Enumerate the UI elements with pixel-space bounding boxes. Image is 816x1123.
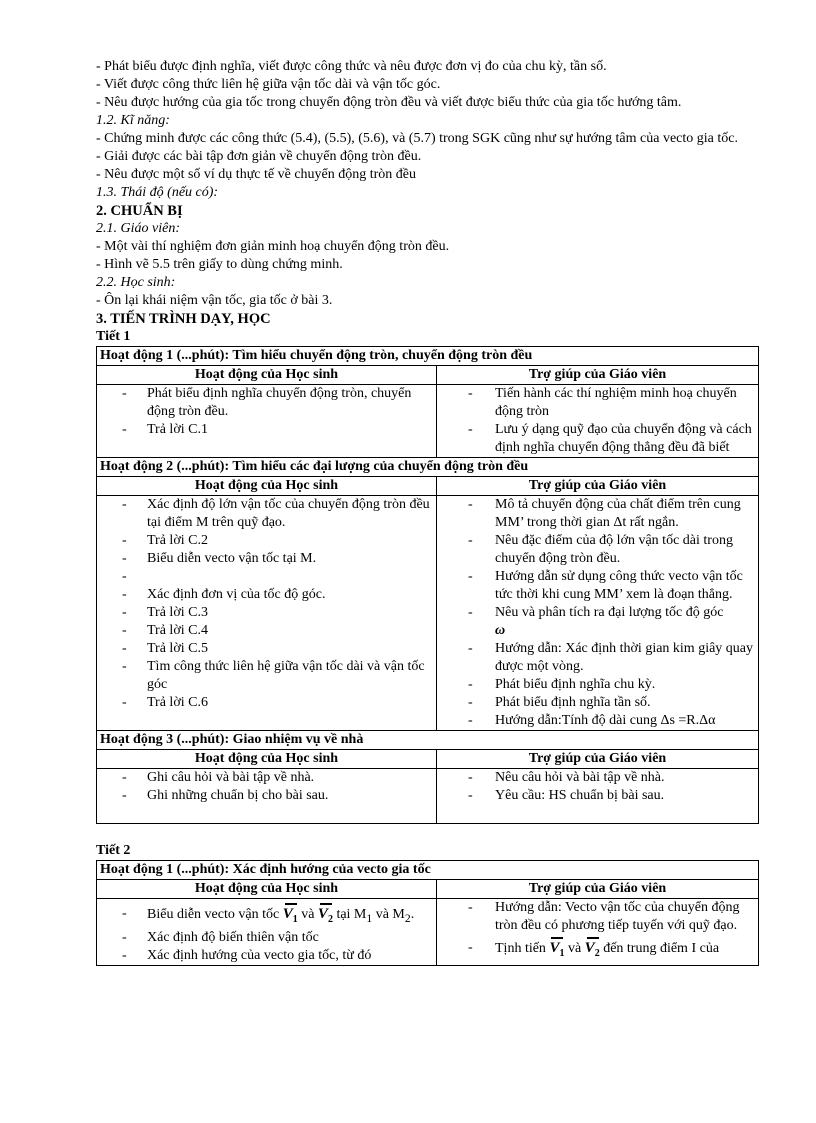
column-header-row — [97, 750, 759, 769]
list-item: - Xác định độ biến thiên vận tốc — [100, 929, 433, 947]
list-item: - Hướng dẫn: Xác định thời gian kim giây quay được một vòng. — [440, 640, 755, 676]
list-item: - Trả lời C.5 — [100, 640, 433, 658]
student-cell — [97, 385, 437, 458]
activity-3-content — [97, 769, 759, 824]
list-item: - Phát biểu định nghĩa tần số. — [440, 694, 755, 712]
list-item: - Xác định độ lớn vận tốc của chuyển động tròn đều tại điểm M trên quỹ đạo. — [100, 496, 433, 532]
activity-1-title: Hoạt động 1 (...phút): Xác định hướng của vecto gia tốc — [97, 861, 759, 880]
spacer — [100, 568, 433, 586]
document-page — [96, 58, 758, 966]
teacher-cell — [437, 769, 759, 824]
list-item: - Ghi những chuẩn bị cho bài sau. — [100, 787, 433, 805]
col-student-header: Hoạt động của Học sinh — [97, 880, 437, 899]
omega-symbol: ω — [495, 623, 506, 638]
list-item: - Hướng dẫn:Tính độ dài cung Δs =R.Δα — [440, 712, 755, 730]
lesson-2-label: Tiết 2 — [96, 843, 131, 858]
activity-title-row — [97, 458, 759, 477]
col-teacher-header: Trợ giúp của Giáo viên — [437, 750, 759, 769]
list-item: - Nêu đặc điểm của độ lớn vận tốc dài trong chuyển động tròn đều. — [440, 532, 755, 568]
list-item: - Lưu ý dạng quỹ đạo của chuyển động và cách định nghĩa chuyển động thẳng đều đã biết — [440, 421, 755, 457]
column-header-row — [97, 880, 759, 899]
list-item: - Hướng dẫn: Vecto vận tốc của chuyển động tròn đều có phương tiếp tuyến với quỹ đạo. — [440, 899, 755, 935]
activity-2-content — [97, 496, 759, 731]
student-cell — [97, 496, 437, 731]
teacher-line: - Một vài thí nghiệm đơn giản minh hoạ chuyển động tròn đều. — [96, 239, 450, 254]
prep-heading: 2. CHUẨN BỊ — [96, 203, 183, 219]
item-text: và — [301, 907, 315, 922]
activity-title-row — [97, 347, 759, 366]
activity-title-row — [97, 861, 759, 880]
omega-text: Nêu và phân tích ra đại lượng tốc độ góc — [495, 605, 724, 620]
teacher-heading: 2.1. Giáo viên: — [96, 221, 180, 236]
list-item: - Tiến hành các thí nghiệm minh hoạ chuyển động tròn — [440, 385, 755, 421]
col-teacher-header: Trợ giúp của Giáo viên — [437, 880, 759, 899]
skills-line: - Nêu được một số ví dụ thực tế về chuyển động tròn đều — [96, 167, 417, 182]
item-text: và — [567, 941, 582, 956]
list-item — [440, 939, 755, 963]
list-item: - Trả lời C.3 — [100, 604, 433, 622]
skills-line: - Chứng minh được các công thức (5.4), (5.5), (5.6), và (5.7) trong SGK cũng như sự hướng tâm của vecto gia tốc. — [96, 131, 738, 146]
col-teacher-header: Trợ giúp của Giáo viên — [437, 477, 759, 496]
item-text: tại M — [336, 907, 367, 922]
activity-1-title: Hoạt động 1 (...phút): Tìm hiểu chuyển động tròn, chuyển động tròn đều — [97, 347, 759, 366]
teacher-cell — [437, 385, 759, 458]
list-item: - Phát biểu định nghĩa chu kỳ. — [440, 676, 755, 694]
teacher-cell — [437, 899, 759, 966]
student-line: - Ôn lại khái niệm vận tốc, gia tốc ở bài 3. — [96, 293, 333, 308]
item-text: Biểu diễn vecto vận tốc — [147, 907, 280, 922]
teacher-cell — [437, 496, 759, 731]
vector-v1: $V_1$ — [549, 939, 564, 963]
list-item: - Ghi câu hỏi và bài tập về nhà. — [100, 769, 433, 787]
list-item: - Phát biểu định nghĩa chuyển động tròn, chuyển động tròn đều. — [100, 385, 433, 421]
intro-line: - Nêu được hướng của gia tốc trong chuyển động tròn đều và viết được biểu thức của gia tốc hướng tâm. — [96, 95, 682, 110]
item-text: Tịnh tiến — [495, 941, 546, 956]
process-heading: 3. TIẾN TRÌNH DẠY, HỌC — [96, 311, 271, 327]
list-item: - Xác định hướng của vecto gia tốc, từ đó — [100, 947, 433, 965]
list-item: - Biểu diễn vecto vận tốc $V_1$ và $V_2$ tại $M_1$ và $M_2$. — [100, 905, 433, 929]
col-student-header: Hoạt động của Học sinh — [97, 366, 437, 385]
skills-line: - Giải được các bài tập đơn giản về chuyển động tròn đều. — [96, 149, 422, 164]
list-item: - Xác định đơn vị của tốc độ góc. — [100, 586, 433, 604]
lesson-1-label: Tiết 1 — [96, 329, 131, 344]
student-cell — [97, 899, 437, 966]
vector-v2: $V_2$ — [318, 905, 333, 929]
student-heading: 2.2. Học sinh: — [96, 275, 176, 290]
item-text: đến trung điểm I của — [603, 941, 720, 956]
item-text: và M — [375, 907, 405, 922]
list-item: - Trả lời C.6 — [100, 694, 433, 712]
intro-line: - Phát biểu được định nghĩa, viết được công thức và nêu được đơn vị đo của chu kỳ, tần số. — [96, 59, 607, 74]
list-item: - Yêu cầu: HS chuẩn bị bài sau. — [440, 787, 755, 805]
lesson-1-table — [96, 346, 759, 824]
list-item: - Trả lời C.1 — [100, 421, 433, 439]
vector-v1: $V_1$ — [283, 905, 298, 929]
list-item: - Nêu câu hỏi và bài tập về nhà. — [440, 769, 755, 787]
lesson-2-table — [96, 860, 759, 966]
col-student-header: Hoạt động của Học sinh — [97, 750, 437, 769]
column-header-row — [97, 477, 759, 496]
student-cell — [97, 769, 437, 824]
vector-v2: $V_2$ — [585, 939, 600, 963]
column-header-row — [97, 366, 759, 385]
list-item: - Biểu diễn vecto vận tốc tại M. — [100, 550, 433, 568]
attitude-heading: 1.3. Thái độ (nếu có): — [96, 185, 219, 200]
list-item: - Hướng dẫn sử dụng công thức vecto vận tốc tức thời khi cung MM’ xem là đoạn thẳng. — [440, 568, 755, 604]
activity-3-title: Hoạt động 3 (...phút): Giao nhiệm vụ về nhà — [97, 731, 759, 750]
list-item: - Trả lời C.4 — [100, 622, 433, 640]
intro-line: - Viết được công thức liên hệ giữa vận tốc dài và vận tốc góc. — [96, 77, 441, 92]
teacher-line: - Hình vẽ 5.5 trên giấy to dùng chứng minh. — [96, 257, 343, 272]
list-item: - Tìm công thức liên hệ giữa vận tốc dài và vận tốc góc — [100, 658, 433, 694]
col-student-header: Hoạt động của Học sinh — [97, 477, 437, 496]
col-teacher-header: Trợ giúp của Giáo viên — [437, 366, 759, 385]
list-item: - Mô tả chuyển động của chất điểm trên cung MM’ trong thời gian Δt rất ngắn. — [440, 496, 755, 532]
skills-heading: 1.2. Kĩ năng: — [96, 113, 170, 128]
activity-title-row — [97, 731, 759, 750]
activity-2-title: Hoạt động 2 (...phút): Tìm hiểu các đại lượng của chuyển động tròn đều — [97, 458, 759, 477]
list-item — [440, 604, 755, 640]
activity-1-content — [97, 899, 759, 966]
activity-1-content — [97, 385, 759, 458]
list-item: - Trả lời C.2 — [100, 532, 433, 550]
